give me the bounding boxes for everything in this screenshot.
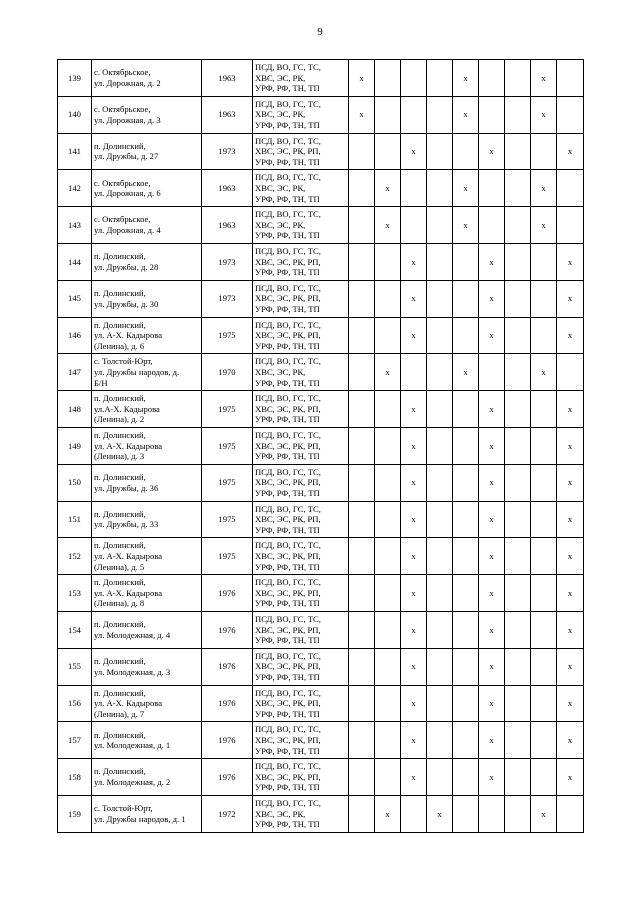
systems-list-cell: ПСД, ВО, ГС, ТС, ХВС, ЭС, РК, РП, УРФ, РФ, ТН, ТП <box>253 759 349 796</box>
systems-list-cell: ПСД, ВО, ГС, ТС, ХВС, ЭС, РК, РП, УРФ, РФ, ТН, ТП <box>253 427 349 464</box>
work-type-mark-cell <box>375 280 401 317</box>
work-type-mark-cell: x <box>531 207 557 244</box>
table-row <box>58 354 584 391</box>
systems-list-cell: ПСД, ВО, ГС, ТС, ХВС, ЭС, РК, РП, УРФ, РФ, ТН, ТП <box>253 391 349 428</box>
work-type-mark-cell <box>427 611 453 648</box>
systems-list-cell: ПСД, ВО, ГС, ТС, ХВС, ЭС, РК, УРФ, РФ, ТН, ТП <box>253 795 349 832</box>
work-type-mark-cell: x <box>557 391 584 428</box>
work-type-mark-cell <box>375 133 401 170</box>
work-type-mark-cell: x <box>479 427 505 464</box>
work-type-mark-cell: x <box>479 243 505 280</box>
work-type-mark-cell: x <box>479 280 505 317</box>
table-row <box>58 464 584 501</box>
work-type-mark-cell <box>453 133 479 170</box>
work-type-mark-cell <box>349 317 375 354</box>
row-number-cell: 144 <box>58 243 92 280</box>
systems-list-cell: ПСД, ВО, ГС, ТС, ХВС, ЭС, РК, РП, УРФ, РФ, ТН, ТП <box>253 317 349 354</box>
work-type-mark-cell <box>453 685 479 722</box>
address-cell: п. Долинский, ул. Молодежная, д. 4 <box>92 611 202 648</box>
work-type-mark-cell <box>531 538 557 575</box>
work-type-mark-cell <box>349 464 375 501</box>
work-type-mark-cell <box>349 280 375 317</box>
row-number-cell: 153 <box>58 575 92 612</box>
work-type-mark-cell <box>349 170 375 207</box>
work-type-mark-cell: x <box>375 795 401 832</box>
work-type-mark-cell <box>453 317 479 354</box>
row-number-cell: 140 <box>58 96 92 133</box>
systems-list-cell: ПСД, ВО, ГС, ТС, ХВС, ЭС, РК, РП, УРФ, РФ, ТН, ТП <box>253 464 349 501</box>
work-type-mark-cell <box>427 391 453 428</box>
work-type-mark-cell <box>557 170 584 207</box>
work-type-mark-cell: x <box>479 575 505 612</box>
build-year-cell: 1976 <box>202 759 253 796</box>
row-number-cell: 147 <box>58 354 92 391</box>
build-year-cell: 1975 <box>202 391 253 428</box>
address-cell: п. Долинский, ул. Дружбы, д. 36 <box>92 464 202 501</box>
work-type-mark-cell <box>557 795 584 832</box>
work-type-mark-cell <box>531 611 557 648</box>
work-type-mark-cell: x <box>401 464 427 501</box>
work-type-mark-cell: x <box>557 427 584 464</box>
work-type-mark-cell: x <box>401 538 427 575</box>
work-type-mark-cell <box>557 354 584 391</box>
table-row <box>58 170 584 207</box>
work-type-mark-cell: x <box>453 354 479 391</box>
work-type-mark-cell <box>375 575 401 612</box>
work-type-mark-cell: x <box>479 464 505 501</box>
work-type-mark-cell <box>349 354 375 391</box>
build-year-cell: 1976 <box>202 611 253 648</box>
row-number-cell: 149 <box>58 427 92 464</box>
work-type-mark-cell <box>531 759 557 796</box>
table-row <box>58 611 584 648</box>
address-cell: п. Долинский, ул. А-Х. Кадырова (Ленина), д. 3 <box>92 427 202 464</box>
work-type-mark-cell: x <box>401 243 427 280</box>
address-cell: с. Октябрьское, ул. Дорожная, д. 4 <box>92 207 202 244</box>
work-type-mark-cell <box>349 722 375 759</box>
systems-list-cell: ПСД, ВО, ГС, ТС, ХВС, ЭС, РК, РП, УРФ, РФ, ТН, ТП <box>253 611 349 648</box>
work-type-mark-cell: x <box>557 280 584 317</box>
row-number-cell: 141 <box>58 133 92 170</box>
systems-list-cell: ПСД, ВО, ГС, ТС, ХВС, ЭС, РК, РП, УРФ, РФ, ТН, ТП <box>253 243 349 280</box>
row-number-cell: 155 <box>58 648 92 685</box>
build-year-cell: 1972 <box>202 795 253 832</box>
systems-list-cell: ПСД, ВО, ГС, ТС, ХВС, ЭС, РК, УРФ, РФ, ТН, ТП <box>253 354 349 391</box>
address-cell: п. Долинский, ул. А-Х. Кадырова (Ленина), д. 7 <box>92 685 202 722</box>
table-row <box>58 685 584 722</box>
work-type-mark-cell <box>505 96 531 133</box>
address-cell: п. Долинский, ул. Дружбы, д. 30 <box>92 280 202 317</box>
table-row <box>58 648 584 685</box>
row-number-cell: 143 <box>58 207 92 244</box>
work-type-mark-cell: x <box>401 280 427 317</box>
work-type-mark-cell <box>531 575 557 612</box>
work-type-mark-cell <box>505 317 531 354</box>
work-type-mark-cell <box>531 317 557 354</box>
work-type-mark-cell <box>349 685 375 722</box>
address-cell: п. Долинский, ул. Молодежная, д. 2 <box>92 759 202 796</box>
work-type-mark-cell: x <box>479 133 505 170</box>
work-type-mark-cell <box>427 317 453 354</box>
work-type-mark-cell <box>505 575 531 612</box>
work-type-mark-cell: x <box>479 317 505 354</box>
address-cell: п. Долинский, ул. Дружбы, д. 27 <box>92 133 202 170</box>
work-type-mark-cell: x <box>401 685 427 722</box>
work-type-mark-cell: x <box>479 685 505 722</box>
work-type-mark-cell <box>427 538 453 575</box>
work-type-mark-cell: x <box>375 354 401 391</box>
work-type-mark-cell <box>531 648 557 685</box>
work-type-mark-cell: x <box>557 538 584 575</box>
work-type-mark-cell: x <box>531 170 557 207</box>
work-type-mark-cell <box>427 464 453 501</box>
work-type-mark-cell <box>453 575 479 612</box>
work-type-mark-cell <box>531 243 557 280</box>
work-type-mark-cell <box>401 170 427 207</box>
work-type-mark-cell: x <box>401 133 427 170</box>
work-type-mark-cell: x <box>479 501 505 538</box>
work-type-mark-cell <box>375 96 401 133</box>
work-type-mark-cell <box>505 354 531 391</box>
work-type-mark-cell <box>375 464 401 501</box>
row-number-cell: 159 <box>58 795 92 832</box>
work-type-mark-cell: x <box>479 391 505 428</box>
work-type-mark-cell: x <box>401 575 427 612</box>
work-type-mark-cell: x <box>557 611 584 648</box>
work-type-mark-cell <box>349 795 375 832</box>
work-type-mark-cell <box>427 759 453 796</box>
work-type-mark-cell <box>349 575 375 612</box>
work-type-mark-cell <box>505 391 531 428</box>
work-type-mark-cell: x <box>453 96 479 133</box>
work-type-mark-cell <box>349 427 375 464</box>
work-type-mark-cell <box>453 280 479 317</box>
work-type-mark-cell <box>453 795 479 832</box>
work-type-mark-cell: x <box>453 207 479 244</box>
work-type-mark-cell: x <box>557 133 584 170</box>
address-cell: с. Толстой-Юрт, ул. Дружбы народов, д. 1 <box>92 795 202 832</box>
work-type-mark-cell <box>505 464 531 501</box>
work-type-mark-cell <box>401 354 427 391</box>
work-type-mark-cell <box>505 611 531 648</box>
work-type-mark-cell <box>531 391 557 428</box>
work-type-mark-cell: x <box>531 96 557 133</box>
work-type-mark-cell <box>349 759 375 796</box>
work-type-mark-cell <box>375 611 401 648</box>
work-type-mark-cell <box>375 501 401 538</box>
row-number-cell: 157 <box>58 722 92 759</box>
work-type-mark-cell <box>479 207 505 244</box>
work-type-mark-cell <box>453 501 479 538</box>
table-body <box>58 60 584 833</box>
row-number-cell: 146 <box>58 317 92 354</box>
work-type-mark-cell <box>453 391 479 428</box>
address-cell: с. Октябрьское, ул. Дорожная, д. 6 <box>92 170 202 207</box>
work-type-mark-cell <box>427 722 453 759</box>
address-cell: с. Толстой-Юрт, ул. Дружбы народов, д. Б/Н <box>92 354 202 391</box>
work-type-mark-cell <box>453 611 479 648</box>
address-cell: с. Октябрьское, ул. Дорожная, д. 3 <box>92 96 202 133</box>
work-type-mark-cell <box>453 538 479 575</box>
build-year-cell: 1973 <box>202 243 253 280</box>
work-type-mark-cell <box>349 391 375 428</box>
work-type-mark-cell <box>401 96 427 133</box>
work-type-mark-cell <box>479 96 505 133</box>
work-type-mark-cell <box>427 207 453 244</box>
table-row <box>58 60 584 97</box>
work-type-mark-cell: x <box>375 207 401 244</box>
row-number-cell: 156 <box>58 685 92 722</box>
work-type-mark-cell: x <box>557 575 584 612</box>
work-type-mark-cell <box>505 427 531 464</box>
build-year-cell: 1963 <box>202 60 253 97</box>
systems-list-cell: ПСД, ВО, ГС, ТС, ХВС, ЭС, РК, РП, УРФ, РФ, ТН, ТП <box>253 648 349 685</box>
work-type-mark-cell: x <box>531 354 557 391</box>
systems-list-cell: ПСД, ВО, ГС, ТС, ХВС, ЭС, РК, УРФ, РФ, ТН, ТП <box>253 96 349 133</box>
table-row <box>58 501 584 538</box>
work-type-mark-cell <box>505 280 531 317</box>
work-type-mark-cell <box>427 427 453 464</box>
work-type-mark-cell: x <box>479 722 505 759</box>
systems-list-cell: ПСД, ВО, ГС, ТС, ХВС, ЭС, РК, РП, УРФ, РФ, ТН, ТП <box>253 133 349 170</box>
table-row <box>58 538 584 575</box>
work-type-mark-cell <box>531 133 557 170</box>
work-type-mark-cell <box>427 280 453 317</box>
systems-list-cell: ПСД, ВО, ГС, ТС, ХВС, ЭС, РК, РП, УРФ, РФ, ТН, ТП <box>253 538 349 575</box>
work-type-mark-cell: x <box>349 96 375 133</box>
address-cell: п. Долинский, ул. Дружбы, д. 28 <box>92 243 202 280</box>
systems-list-cell: ПСД, ВО, ГС, ТС, ХВС, ЭС, РК, УРФ, РФ, ТН, ТП <box>253 60 349 97</box>
work-type-mark-cell <box>349 538 375 575</box>
work-type-mark-cell <box>505 243 531 280</box>
work-type-mark-cell: x <box>557 759 584 796</box>
work-type-mark-cell <box>531 722 557 759</box>
table-row <box>58 575 584 612</box>
work-type-mark-cell <box>505 133 531 170</box>
work-type-mark-cell <box>427 648 453 685</box>
work-type-mark-cell <box>349 501 375 538</box>
address-cell: п. Долинский, ул. А-Х. Кадырова (Ленина), д. 6 <box>92 317 202 354</box>
build-year-cell: 1963 <box>202 207 253 244</box>
work-type-mark-cell <box>453 427 479 464</box>
work-type-mark-cell: x <box>557 464 584 501</box>
table-row <box>58 96 584 133</box>
row-number-cell: 154 <box>58 611 92 648</box>
build-year-cell: 1976 <box>202 722 253 759</box>
row-number-cell: 152 <box>58 538 92 575</box>
work-type-mark-cell <box>427 575 453 612</box>
work-type-mark-cell: x <box>375 170 401 207</box>
table-row <box>58 133 584 170</box>
work-type-mark-cell: x <box>401 391 427 428</box>
work-type-mark-cell <box>453 759 479 796</box>
work-type-mark-cell <box>531 464 557 501</box>
address-cell: с. Октябрьское, ул. Дорожная, д. 2 <box>92 60 202 97</box>
table-row <box>58 722 584 759</box>
row-number-cell: 148 <box>58 391 92 428</box>
build-year-cell: 1976 <box>202 685 253 722</box>
work-type-mark-cell: x <box>427 795 453 832</box>
work-type-mark-cell: x <box>479 611 505 648</box>
work-type-mark-cell: x <box>557 685 584 722</box>
systems-list-cell: ПСД, ВО, ГС, ТС, ХВС, ЭС, РК, РП, УРФ, РФ, ТН, ТП <box>253 280 349 317</box>
work-type-mark-cell <box>375 685 401 722</box>
address-cell: п. Долинский, ул. Молодежная, д. 3 <box>92 648 202 685</box>
build-year-cell: 1963 <box>202 96 253 133</box>
work-type-mark-cell <box>453 648 479 685</box>
work-type-mark-cell <box>349 207 375 244</box>
systems-list-cell: ПСД, ВО, ГС, ТС, ХВС, ЭС, РК, РП, УРФ, РФ, ТН, ТП <box>253 575 349 612</box>
work-type-mark-cell: x <box>349 60 375 97</box>
work-type-mark-cell <box>479 795 505 832</box>
work-type-mark-cell <box>531 685 557 722</box>
work-type-mark-cell <box>505 759 531 796</box>
work-type-mark-cell: x <box>401 317 427 354</box>
work-type-mark-cell <box>349 648 375 685</box>
work-type-mark-cell <box>401 207 427 244</box>
work-type-mark-cell <box>401 60 427 97</box>
build-year-cell: 1976 <box>202 648 253 685</box>
work-type-mark-cell <box>375 538 401 575</box>
work-type-mark-cell <box>479 60 505 97</box>
systems-list-cell: ПСД, ВО, ГС, ТС, ХВС, ЭС, РК, РП, УРФ, РФ, ТН, ТП <box>253 722 349 759</box>
work-type-mark-cell <box>427 170 453 207</box>
build-year-cell: 1975 <box>202 501 253 538</box>
build-year-cell: 1973 <box>202 133 253 170</box>
row-number-cell: 158 <box>58 759 92 796</box>
address-cell: п. Долинский, ул. А-Х. Кадырова (Ленина), д. 8 <box>92 575 202 612</box>
work-type-mark-cell <box>531 427 557 464</box>
work-type-mark-cell <box>375 722 401 759</box>
systems-list-cell: ПСД, ВО, ГС, ТС, ХВС, ЭС, РК, РП, УРФ, РФ, ТН, ТП <box>253 685 349 722</box>
page-number: 9 <box>317 26 323 38</box>
table-row <box>58 427 584 464</box>
row-number-cell: 142 <box>58 170 92 207</box>
work-type-mark-cell <box>479 170 505 207</box>
work-type-mark-cell <box>375 317 401 354</box>
work-type-mark-cell <box>505 538 531 575</box>
row-number-cell: 139 <box>58 60 92 97</box>
work-type-mark-cell <box>505 685 531 722</box>
work-type-mark-cell <box>427 685 453 722</box>
work-type-mark-cell <box>505 648 531 685</box>
address-cell: п. Долинский, ул.А-Х. Кадырова (Ленина), д. 2 <box>92 391 202 428</box>
work-type-mark-cell <box>505 60 531 97</box>
table-row <box>58 207 584 244</box>
work-type-mark-cell: x <box>401 722 427 759</box>
row-number-cell: 145 <box>58 280 92 317</box>
work-type-mark-cell <box>401 795 427 832</box>
systems-list-cell: ПСД, ВО, ГС, ТС, ХВС, ЭС, РК, УРФ, РФ, ТН, ТП <box>253 170 349 207</box>
work-type-mark-cell: x <box>401 759 427 796</box>
work-type-mark-cell <box>505 207 531 244</box>
build-year-cell: 1975 <box>202 317 253 354</box>
work-type-mark-cell <box>505 722 531 759</box>
work-type-mark-cell <box>531 501 557 538</box>
work-type-mark-cell <box>557 60 584 97</box>
work-type-mark-cell <box>453 243 479 280</box>
systems-list-cell: ПСД, ВО, ГС, ТС, ХВС, ЭС, РК, УРФ, РФ, ТН, ТП <box>253 207 349 244</box>
build-year-cell: 1970 <box>202 354 253 391</box>
work-type-mark-cell <box>505 795 531 832</box>
work-type-mark-cell <box>349 133 375 170</box>
table-row <box>58 759 584 796</box>
work-type-mark-cell <box>349 243 375 280</box>
work-type-mark-cell <box>557 96 584 133</box>
work-type-mark-cell <box>427 243 453 280</box>
work-type-mark-cell <box>427 354 453 391</box>
work-type-mark-cell: x <box>401 648 427 685</box>
work-type-mark-cell <box>505 501 531 538</box>
work-type-mark-cell <box>375 243 401 280</box>
build-year-cell: 1963 <box>202 170 253 207</box>
work-type-mark-cell <box>427 133 453 170</box>
table-row <box>58 317 584 354</box>
work-type-mark-cell <box>557 207 584 244</box>
work-type-mark-cell <box>505 170 531 207</box>
address-cell: п. Долинский, ул. Дружбы, д. 33 <box>92 501 202 538</box>
row-number-cell: 151 <box>58 501 92 538</box>
work-type-mark-cell: x <box>453 60 479 97</box>
build-year-cell: 1975 <box>202 427 253 464</box>
systems-list-cell: ПСД, ВО, ГС, ТС, ХВС, ЭС, РК, РП, УРФ, РФ, ТН, ТП <box>253 501 349 538</box>
work-type-mark-cell <box>375 648 401 685</box>
housing-register-table <box>57 59 584 833</box>
work-type-mark-cell: x <box>401 611 427 648</box>
work-type-mark-cell <box>427 96 453 133</box>
address-cell: п. Долинский, ул. Молодежная, д. 1 <box>92 722 202 759</box>
work-type-mark-cell <box>375 759 401 796</box>
table-row <box>58 795 584 832</box>
work-type-mark-cell <box>453 464 479 501</box>
work-type-mark-cell: x <box>401 501 427 538</box>
work-type-mark-cell <box>427 501 453 538</box>
work-type-mark-cell: x <box>557 722 584 759</box>
address-cell: п. Долинский, ул. А-Х. Кадырова (Ленина), д. 5 <box>92 538 202 575</box>
work-type-mark-cell <box>427 60 453 97</box>
work-type-mark-cell: x <box>531 60 557 97</box>
work-type-mark-cell: x <box>453 170 479 207</box>
work-type-mark-cell: x <box>557 243 584 280</box>
row-number-cell: 150 <box>58 464 92 501</box>
work-type-mark-cell <box>375 427 401 464</box>
build-year-cell: 1975 <box>202 538 253 575</box>
build-year-cell: 1976 <box>202 575 253 612</box>
table-row <box>58 280 584 317</box>
work-type-mark-cell <box>375 60 401 97</box>
table-row <box>58 243 584 280</box>
work-type-mark-cell: x <box>479 538 505 575</box>
build-year-cell: 1973 <box>202 280 253 317</box>
work-type-mark-cell: x <box>557 317 584 354</box>
work-type-mark-cell: x <box>531 795 557 832</box>
work-type-mark-cell <box>453 722 479 759</box>
work-type-mark-cell <box>531 280 557 317</box>
work-type-mark-cell <box>349 611 375 648</box>
work-type-mark-cell: x <box>557 648 584 685</box>
table-row <box>58 391 584 428</box>
work-type-mark-cell: x <box>479 759 505 796</box>
work-type-mark-cell: x <box>401 427 427 464</box>
build-year-cell: 1975 <box>202 464 253 501</box>
work-type-mark-cell <box>479 354 505 391</box>
work-type-mark-cell: x <box>557 501 584 538</box>
work-type-mark-cell <box>375 391 401 428</box>
work-type-mark-cell: x <box>479 648 505 685</box>
